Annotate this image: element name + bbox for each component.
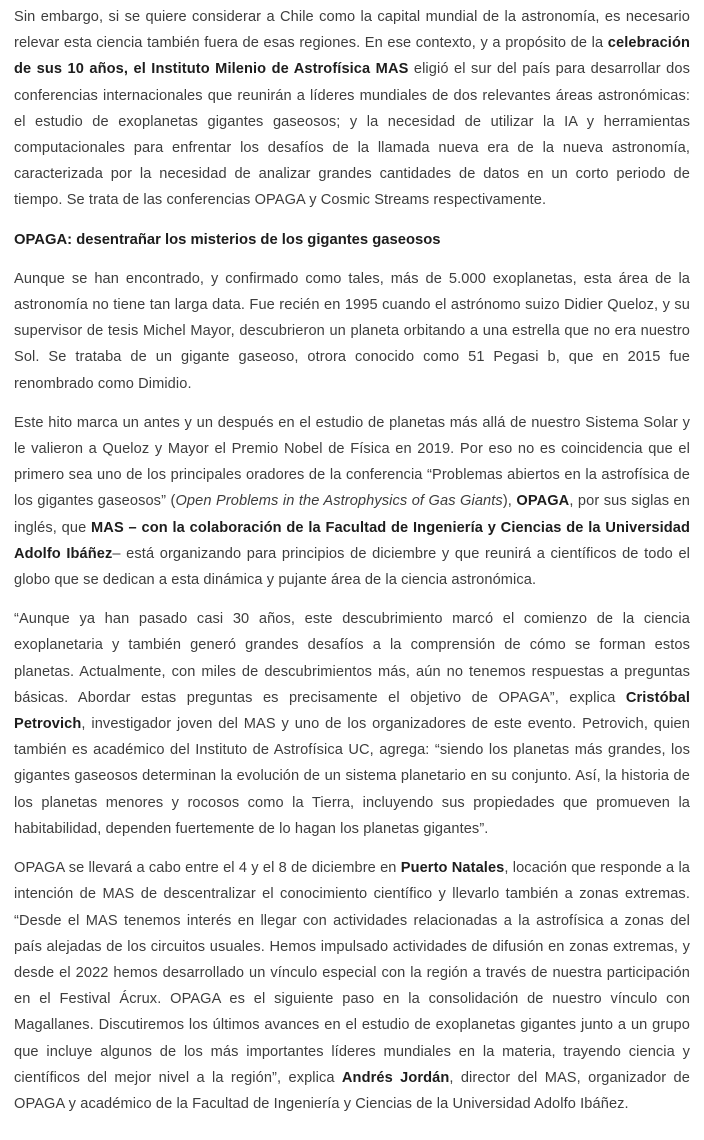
text-run: ), [502,493,517,510]
article-body [14,4,690,1117]
italic-text-run: Open Problems in the Astrophysics of Gas Giants [175,493,503,510]
text-run: “Aunque ya han pasado casi 30 años, este descubrimiento marcó el comienzo de la ciencia exoplanetaria y también generó grandes desafíos a la comprensión de cómo se forman estos planetas. Actualmente, con miles de descubrimientos más, aún no tenemos respuestas a preguntas básicas. Abordar estas preguntas es precisamente el objetivo de OPAGA”, explica [14,611,690,706]
text-run: Sin embargo, si se quiere considerar a Chile como la capital mundial de la astronomía, es necesario relevar esta ciencia también fuera de esas regiones. En ese contexto, y a propósito de la [14,9,690,52]
article-paragraph [14,855,690,1117]
text-run: eligió el sur del país para desarrollar dos conferencias internacionales que reunirán a líderes mundiales de dos relevantes áreas astronómicas: el estudio de exoplanetas gigantes gaseosos; y la necesidad de utilizar la IA y herramientas computacionales para enfrentar los desafíos de la llamada nueva era de la nueva astronomía, caracterizada por la necesidad de analizar grandes cantidades de datos en un corto periodo de tiempo. Se trata de las conferencias OPAGA y Cosmic Streams respectivamente. [14,61,690,209]
bold-text-run: OPAGA: desentrañar los misterios de los gigantes gaseosos [14,231,441,248]
bold-text-run: MAS – con la colaboración de la Facultad de Ingeniería y Ciencias de la Universidad Adolfo Ibáñez [14,519,690,562]
bold-text-run: OPAGA [516,493,570,510]
article-paragraph [14,410,690,593]
text-run: Aunque se han encontrado, y confirmado como tales, más de 5.000 exoplanetas, esta área de la astronomía no tiene tan larga data. Fue recién en 1995 cuando el astrónomo suizo Didier Queloz, y su supervisor de tesis Michel Mayor, descubrieron un planeta orbitando a una estrella que no era nuestro Sol. Se trataba de un gigante gaseoso, otrora conocido como 51 Pegasi b, que en 2015 fue renombrado como Dimidio. [14,270,690,392]
article-paragraph [14,4,690,214]
text-run: , por sus siglas en inglés, que [14,493,690,536]
article-paragraph [14,266,690,397]
text-run: , director del MAS, organizador de OPAGA y académico de la Facultad de Ingeniería y Ciencias de la Universidad Adolfo Ibáñez. [14,1069,690,1112]
text-run: OPAGA se llevará a cabo entre el 4 y el 8 de diciembre en [14,860,401,877]
bold-text-run: Cristóbal Petrovich [14,689,690,733]
article-paragraph [14,606,690,842]
text-run: , locación que responde a la intención de MAS de descentralizar el conocimiento científico y llevarlo también a zonas extremas. “Desde el MAS tenemos interés en llegar con actividades relacionadas a la astrofísica a zonas del país alejadas de los circuitos usuales. Hemos impulsado actividades de difusión en zonas extremas, y desde el 2022 hemos desarrollado un vínculo especial con la región a través de nuestra participación en el Festival Ácrux. OPAGA es el siguiente paso en la consolidación de nuestro vínculo con Magallanes. Discutiremos los últimos avances en el estudio de exoplanetas gigantes junto a un grupo que incluye algunos de los más importantes líderes mundiales en la materia, trayendo ciencia y científicos del mejor nivel a la región”, explica [14,860,691,1086]
section-heading [14,227,690,253]
text-run: Este hito marca un antes y un después en el estudio de planetas más allá de nuestro Sistema Solar y le valieron a Queloz y Mayor el Premio Nobel de Física en 2019. Por eso no es coincidencia que el primero sea uno de los principales oradores de la conferencia “Problemas abiertos en la astrofísica de los gigantes gaseosos” ( [14,414,690,510]
bold-text-run: Puerto Natales [400,860,505,877]
text-run: , investigador joven del MAS y uno de los organizadores de este evento. Petrovich, quien también es académico del Instituto de Astrofísica UC, agrega: “siendo los planetas más grandes, los gigantes gaseosos determinan la evolución de un sistema planetario en su conjunto. Así, la historia de los planetas menores y rocosos como la Tierra, incluyendo sus propiedades que promueven la habitabilidad, dependen fuertemente de lo hagan los planetas gigantes”. [14,716,690,837]
text-run: – está organizando para principios de diciembre y que reunirá a científicos de todo el globo que se dedican a esta dinámica y pujante área de la ciencia astronómica. [14,545,690,589]
bold-text-run: celebración de sus 10 años, el Instituto Milenio de Astrofísica MAS [14,35,690,78]
bold-text-run: Andrés Jordán [341,1069,450,1086]
